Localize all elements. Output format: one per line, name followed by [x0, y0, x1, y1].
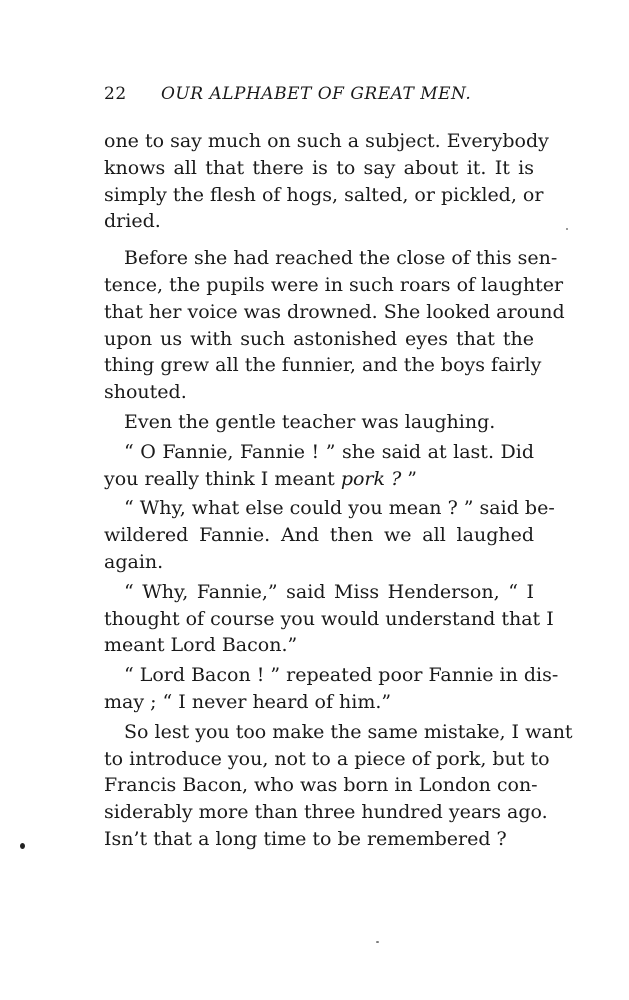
text-line: “ Lord Bacon ! ” repeated poor Fannie in dis-	[124, 664, 559, 687]
text-line: siderably more than three hundred years ago.	[104, 801, 548, 824]
text-line: “ Why, Fannie,” said Miss Henderson, “ I	[124, 580, 534, 603]
ink-speck	[566, 228, 568, 230]
paragraph	[104, 495, 555, 575]
text-line: tence, the pupils were in such roars of laughter	[104, 273, 564, 296]
paragraph	[104, 245, 565, 406]
text-fragment: you really think I meant	[104, 467, 335, 490]
text-line: that her voice was drowned. She looked around	[104, 300, 565, 323]
text-line: Even the gentle teacher was laughing.	[124, 410, 496, 433]
text-line	[104, 466, 534, 493]
paragraph	[104, 439, 534, 493]
text-line: shouted.	[104, 381, 187, 404]
ink-speck	[20, 843, 25, 849]
text-line: Isn’t that a long time to be remembered ?	[104, 827, 507, 850]
text-line: one to say much on such a subject. Everybody	[104, 130, 549, 152]
paragraph	[104, 579, 554, 659]
text-line: So lest you too make the same mistake, I want	[124, 720, 573, 743]
page-number: 22	[104, 84, 127, 104]
text-line: Before she had reached the close of this sen-	[124, 247, 558, 270]
text-line: “ Why, what else could you mean ? ” said be-	[124, 497, 555, 520]
ink-speck	[376, 941, 379, 943]
text-line: wildered Fannie. And then we all laughed	[104, 524, 534, 547]
text-line: again.	[104, 550, 164, 573]
paragraph	[104, 128, 549, 235]
text-line: simply the flesh of hogs, salted, or pickled, or	[104, 183, 544, 206]
text-line: to introduce you, not to a piece of pork, but to	[104, 747, 550, 770]
text-line: “ O Fannie, Fannie ! ” she said at last. Did	[124, 440, 534, 463]
text-line: may ; “ I never heard of him.”	[104, 690, 392, 713]
text-line: upon us with such astonished eyes that the	[104, 327, 534, 350]
paragraph	[104, 719, 573, 853]
text-line: thing grew all the funnier, and the boys fairly	[104, 354, 542, 377]
paragraph	[104, 409, 534, 436]
text-line: meant Lord Bacon.”	[104, 634, 298, 657]
emphasis-word: pork ?	[340, 467, 402, 490]
text-line: thought of course you would understand that I	[104, 607, 554, 630]
body-text	[104, 128, 573, 853]
text-line: dried.	[104, 210, 161, 233]
paragraph	[104, 662, 559, 716]
running-title: OUR ALPHABET OF GREAT MEN.	[161, 84, 472, 104]
running-header	[104, 84, 534, 108]
text-fragment: ”	[401, 467, 418, 490]
text-line: Francis Bacon, who was born in London con-	[104, 774, 538, 797]
text-line: knows all that there is to say about it. It is	[104, 156, 534, 179]
